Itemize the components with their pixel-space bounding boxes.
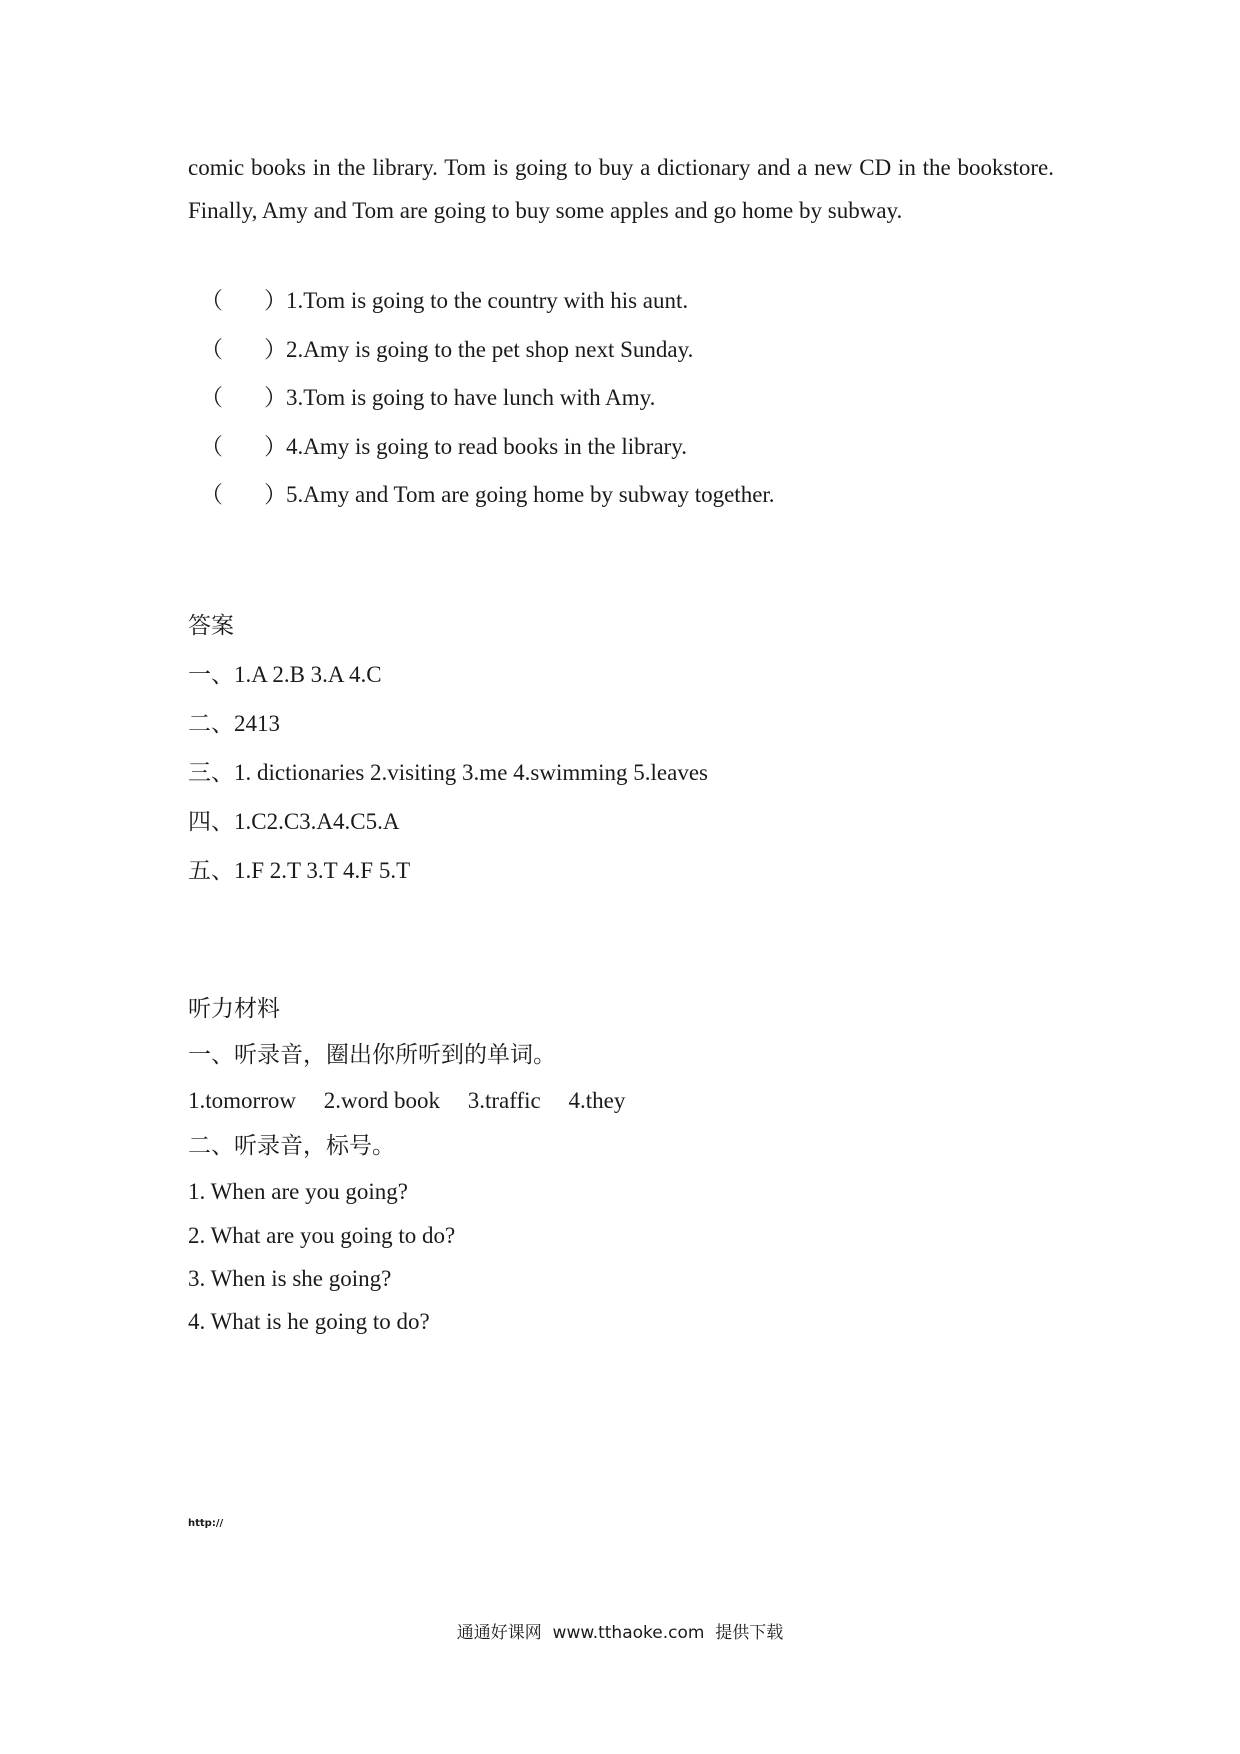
listening-word: 1.tomorrow: [188, 1088, 296, 1113]
listening-sentence-1: 1. When are you going?: [188, 1179, 408, 1204]
answer-line-3: 三、1. dictionaries 2.visiting 3.me 4.swimming 5.leaves: [188, 760, 708, 786]
tf-statement: 2.Amy is going to the pet shop next Sunday.: [286, 336, 694, 362]
tf-item-1: （ ） 1.Tom is going to the country with his aunt.: [188, 277, 1054, 326]
listening-word: 3.traffic: [467, 1088, 541, 1113]
listening-part2-heading: 二、听录音，标号。: [188, 1133, 395, 1159]
listening-word: 4.they: [568, 1088, 626, 1113]
listening-sentence-3: 3. When is she going?: [188, 1266, 392, 1291]
tf-statement: 3.Tom is going to have lunch with Amy.: [286, 385, 656, 411]
footer-brand: 通通好课网 www.tthaoke.com 提供下载: [456, 1623, 784, 1643]
footer-url: http://: [188, 1518, 224, 1529]
true-false-list: [188, 277, 1054, 520]
tf-statement: 4.Amy is going to read books in the library.: [286, 433, 687, 459]
listening-word-row: [188, 1081, 647, 1121]
tf-item-2: （ ） 2.Amy is going to the pet shop next Sunday.: [188, 326, 1054, 375]
answer-line-5: 五、1.F 2.T 3.T 4.F 5.T: [188, 858, 411, 884]
listening-sentence-4: 4. What is he going to do?: [188, 1309, 430, 1334]
answer-line-1: 一、1.A 2.B 3.A 4.C: [188, 662, 382, 688]
answers-title: 答案: [188, 613, 234, 639]
tf-item-5: （ ） 5.Amy and Tom are going home by subway together.: [188, 471, 1054, 520]
tf-item-3: （ ） 3.Tom is going to have lunch with Amy.: [188, 374, 1054, 423]
tf-statement: 1.Tom is going to the country with his aunt.: [286, 288, 689, 314]
listening-word: 2.word book: [323, 1088, 440, 1113]
reading-passage: comic books in the library. Tom is going to buy a dictionary and a new CD in the bookstore. Finally, Amy and Tom are going to buy some apples and go home by subway.: [188, 155, 1054, 223]
listening-sentence-2: 2. What are you going to do?: [188, 1223, 456, 1248]
answer-line-4: 四、1.C2.C3.A4.C5.A: [188, 809, 400, 835]
tf-statement: 5.Amy and Tom are going home by subway together.: [286, 482, 775, 508]
listening-part1-heading: 一、听录音，圈出你所听到的单词。: [188, 1042, 556, 1068]
tf-item-4: （ ） 4.Amy is going to read books in the library.: [188, 423, 1054, 472]
listening-title: 听力材料: [188, 996, 280, 1022]
answer-line-2: 二、2413: [188, 711, 280, 737]
